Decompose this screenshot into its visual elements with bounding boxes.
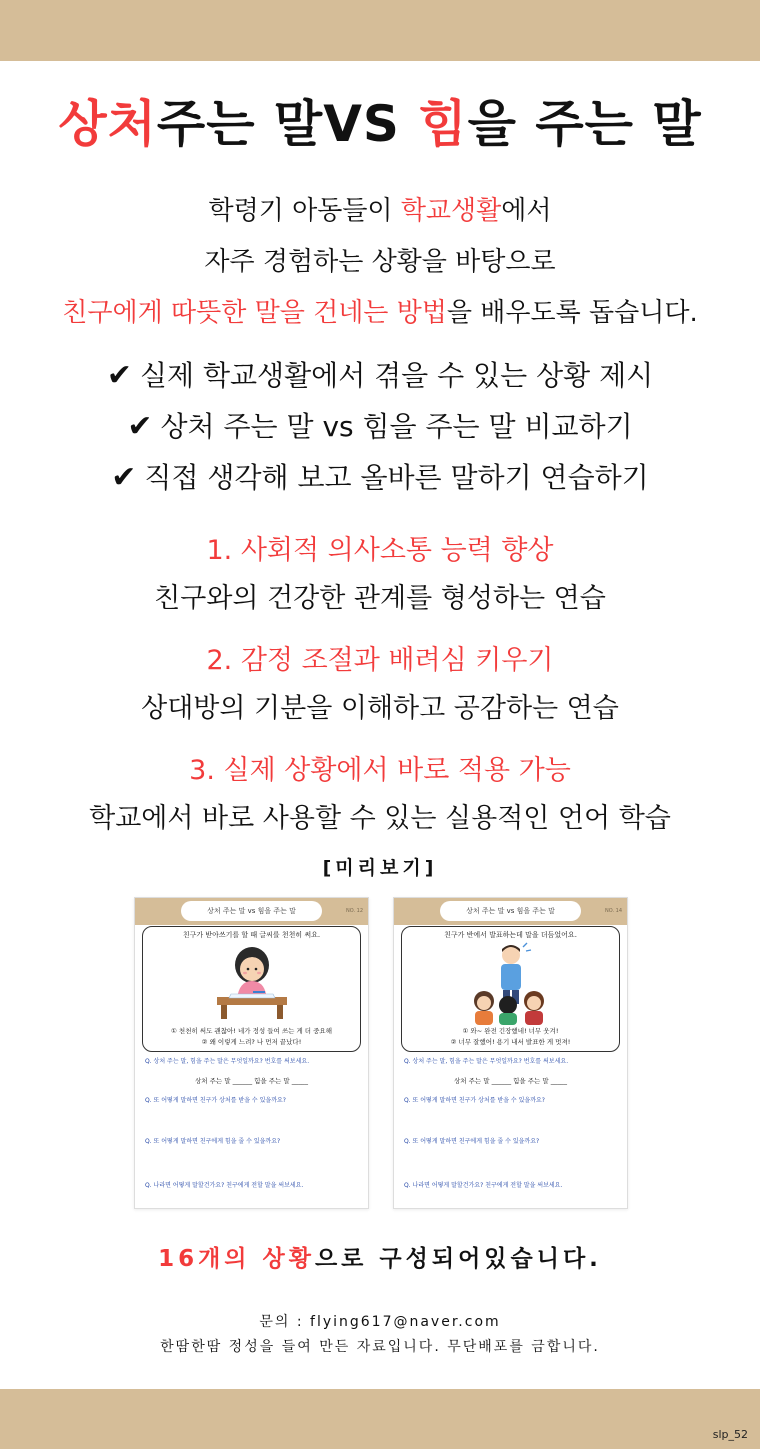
check-item-text: 실제 학교생활에서 겪을 수 있는 상황 제시 xyxy=(139,359,654,392)
benefit-desc-3: 학교에서 바로 사용할 수 있는 실용적인 언어 학습 xyxy=(89,803,671,834)
scenario-box xyxy=(401,926,620,1052)
intro-line1-b: 에서 xyxy=(501,196,552,226)
question-2: Q. 또 어떻게 말하면 친구가 상처를 받을 수 있을까요? xyxy=(145,1097,286,1104)
page-title xyxy=(0,84,760,156)
copyright-notice: 한땀한땀 정성을 들여 만든 자료입니다. 무단배포를 금합니다. xyxy=(160,1339,600,1355)
benefit-title-3: 3. 실제 상황에서 바로 적용 가능 xyxy=(189,755,571,786)
girl-writing-illustration xyxy=(209,941,295,1019)
title-red-1: 상처 xyxy=(58,95,157,153)
product-code: slp_52 xyxy=(712,1428,748,1441)
intro-line3-b: 을 배우도록 돕습니다. xyxy=(446,298,698,328)
checkmark-icon: ✔ xyxy=(127,409,153,444)
worksheet-preview-2 xyxy=(393,897,628,1209)
bottom-band xyxy=(0,1389,760,1449)
check-item-text: 직접 생각해 보고 올바른 말하기 연습하기 xyxy=(144,461,649,494)
question-3: Q. 또 어떻게 말하면 친구에게 힘을 줄 수 있을까요? xyxy=(404,1138,540,1145)
worksheet-page-number: NO. 14 xyxy=(604,908,622,914)
question-3: Q. 또 어떻게 말하면 친구에게 힘을 줄 수 있을까요? xyxy=(145,1138,281,1145)
worksheet-title: 상처 주는 말 vs 힘을 주는 말 xyxy=(440,901,581,921)
intro-text xyxy=(0,186,760,339)
contact-info: 문의 : flying617@naver.com xyxy=(259,1314,501,1330)
question-2: Q. 또 어떻게 말하면 친구가 상처를 받을 수 있을까요? xyxy=(404,1097,545,1104)
top-band xyxy=(0,0,760,61)
count-red-2: 상황 xyxy=(262,1246,315,1272)
answer-line: 상처 주는 말 ______ 힘을 주는 말 _____ xyxy=(453,1077,567,1085)
check-item xyxy=(0,350,760,401)
title-part-2: 주는 말VS xyxy=(156,95,419,153)
scenario-box xyxy=(142,926,361,1052)
worksheet-title: 상처 주는 말 vs 힘을 주는 말 xyxy=(181,901,322,921)
question-1: Q. 상처 주는 말, 힘을 주는 말은 무엇일까요? 번호를 써보세요. xyxy=(404,1058,569,1065)
option-2: ② 너무 잘했어! 용기 내서 발표한 게 멋져! xyxy=(450,1038,571,1046)
worksheet-header xyxy=(135,898,368,925)
checklist xyxy=(0,350,760,503)
intro-line3-red: 친구에게 따뜻한 말을 건네는 방법 xyxy=(62,298,447,328)
situation-count xyxy=(0,1240,760,1273)
title-red-2: 힘 xyxy=(418,95,468,153)
worksheet-page-number: NO. 12 xyxy=(345,908,363,914)
preview-label: [미리보기] xyxy=(322,857,438,879)
answer-line: 상처 주는 말 ______ 힘을 주는 말 _____ xyxy=(194,1077,308,1085)
check-item xyxy=(0,452,760,503)
intro-line1-red: 학교생활 xyxy=(400,196,502,226)
check-item xyxy=(0,401,760,452)
count-red-1: 16개의 xyxy=(158,1246,263,1272)
intro-line2: 자주 경험하는 상황을 바탕으로 xyxy=(204,247,556,277)
worksheet-preview-1 xyxy=(134,897,369,1209)
title-part-4: 을 주는 말 xyxy=(467,95,702,153)
option-2: ② 왜 이렇게 느려? 나 먼저 끝났다! xyxy=(201,1038,302,1046)
option-1: ① 천천히 써도 괜찮아! 네가 정성 들여 쓰는 게 더 중요해 xyxy=(171,1027,332,1035)
benefit-desc-2: 상대방의 기분을 이해하고 공감하는 연습 xyxy=(141,693,619,724)
question-4: Q. 나라면 어떻게 말할건가요? 친구에게 전할 말을 써보세요. xyxy=(404,1182,563,1189)
count-part-3: 으로 구성되어있습니다. xyxy=(314,1246,602,1272)
benefit-desc-1: 친구와의 건강한 관계를 형성하는 연습 xyxy=(154,583,606,614)
question-4: Q. 나라면 어떻게 말할건가요? 친구에게 전할 말을 써보세요. xyxy=(145,1182,304,1189)
scenario-prompt: 친구가 받아쓰기를 할 때 글씨를 천천히 써요. xyxy=(182,931,321,939)
checkmark-icon: ✔ xyxy=(106,358,132,393)
benefit-title-2: 2. 감정 조절과 배려심 키우기 xyxy=(206,645,554,676)
checkmark-icon: ✔ xyxy=(111,460,137,495)
question-1: Q. 상처 주는 말, 힘을 주는 말은 무엇일까요? 번호를 써보세요. xyxy=(145,1058,310,1065)
check-item-text: 상처 주는 말 vs 힘을 주는 말 비교하기 xyxy=(160,410,633,443)
scenario-prompt: 친구가 반에서 발표하는데 말을 더듬었어요. xyxy=(444,931,577,939)
option-1: ① 와~ 완전 긴장했네! 너무 웃겨! xyxy=(462,1027,559,1035)
intro-line1-a: 학령기 아동들이 xyxy=(208,196,401,226)
presentation-illustration xyxy=(468,939,554,1025)
worksheet-header xyxy=(394,898,627,925)
benefit-title-1: 1. 사회적 의사소통 능력 향상 xyxy=(206,535,554,566)
